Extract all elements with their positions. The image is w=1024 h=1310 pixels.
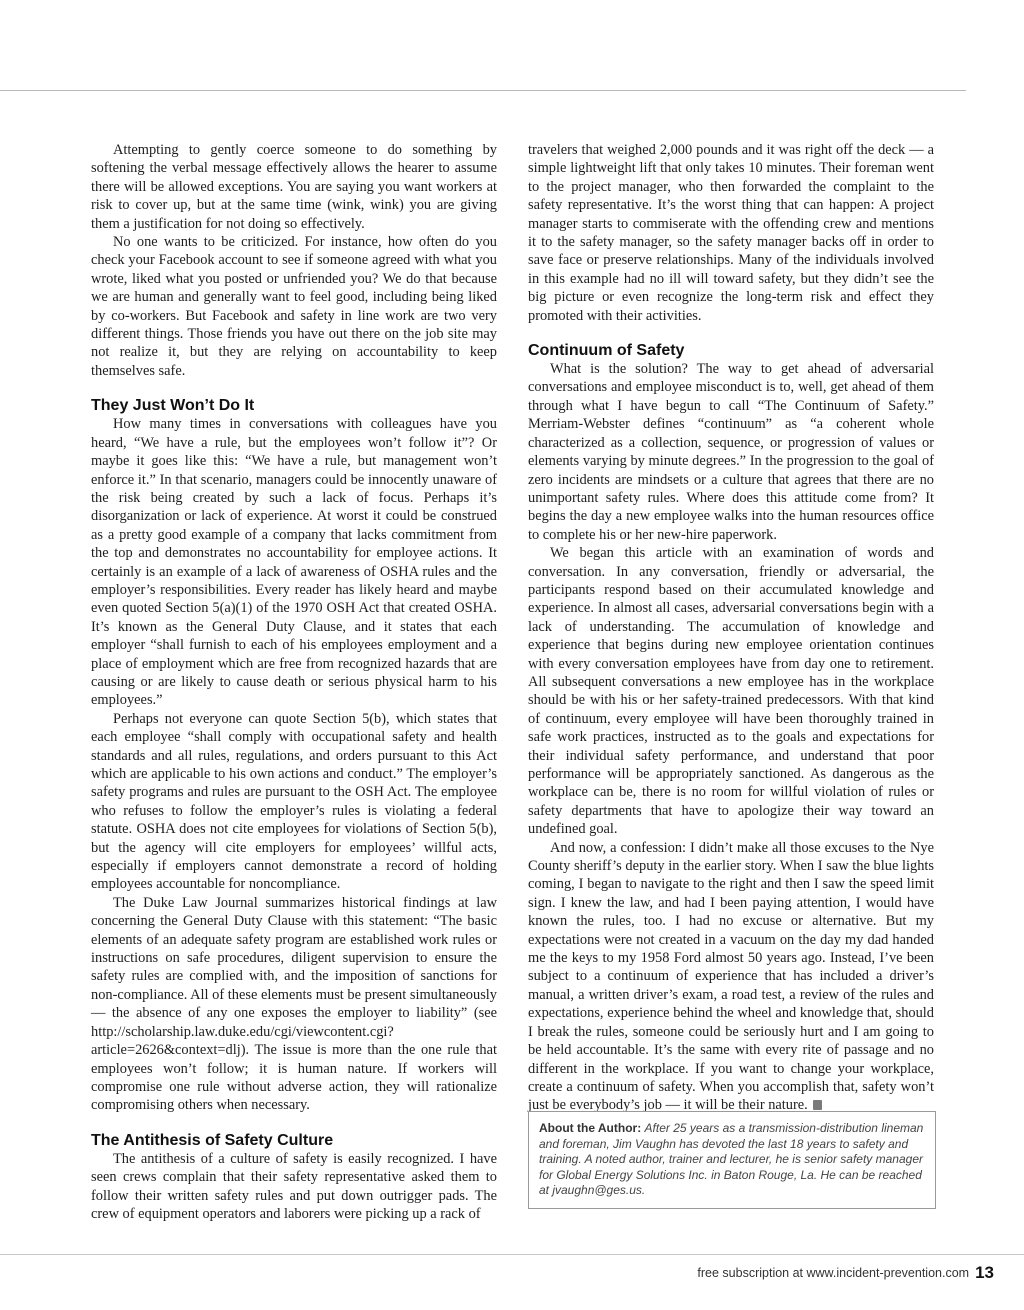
- author-box-label: About the Author:: [539, 1121, 642, 1135]
- page-footer: [697, 1263, 994, 1283]
- paragraph: We began this article with an examination of words and conversation. In any conversation, friendly or adversarial, the participants respond based on their accumulated knowledge and experience. In almost all cases, adversarial conversations begin with a lack of understanding. The accumulation of knowledge and experience that begins during new employee orientation continues with every conversation employees have from day one to retirement. All subsequent conversations a new employee has in the workplace should be with his or her safety-trained predecessors. With that kind of continuum, every employee will have been thoroughly trained in safe work practices, instructed as to the goals and expectations for their individual safety performance, and understand that poor performance will be appropriately sanctioned. As dangerous as the workplace can be, there is no room for willful violation of rules or safety departments that have to apologize their way toward an undefined goal.: [528, 545, 934, 838]
- section-heading: They Just Won’t Do It: [91, 397, 255, 415]
- paragraph: How many times in conversations with colleagues have you heard, “We have a rule, but the employees won’t follow it”? Or maybe it goes like this: “We have a rule, but management won’t enforce it.” In that scenario, managers could be innocently unaware of the risk being created by such a lack of focus. Perhaps it’s disorganization or lack of experience. At worst it could be construed as a pretty good example of a company that lacks commitment from the top and demonstrates no accountability for employee actions. It certainly is an example of a lack of awareness of OSHA rules and the employer’s responsibilities. Every reader has likely heard and maybe even quoted Section 5(a)(1) of the 1970 OSH Act that created OSHA. It’s known as the General Duty Clause, and it states that each employer “shall furnish to each of his employees employment and a place of employment which are free from recognized hazards that are causing or are likely to cause death or serious physical harm to his employees.”: [91, 416, 497, 709]
- paragraph: Attempting to gently coerce someone to do something by softening the verbal message effectively allows the hearer to assume there will be allowed exceptions. You are saying you want workers at risk to cover up, but at the same time (wink, wink) you are giving them a justification for not doing so effectively.: [91, 142, 497, 232]
- top-rule: [0, 90, 966, 91]
- bottom-rule: [0, 1254, 1024, 1255]
- paragraph: [528, 839, 934, 1115]
- end-of-article-icon: [813, 1100, 822, 1110]
- about-the-author-box: [528, 1111, 936, 1209]
- paragraph: What is the solution? The way to get ahead of adversarial conversations and employee misconduct is to, well, get ahead of them through what I have begun to call “The Continuum of Safety.” Merriam-Webster defines “continuum” as “a coherent whole characterized as a collection, sequence, or progression of values or elements varying by minute degrees.” In the progression to the goal of zero incidents are mindsets or a culture that agrees that there are no unimportant safety rules. Where does this attitude come from? It begins the day a new employee walks into the human resources office to complete his or her new-hire paperwork.: [528, 361, 934, 543]
- article-column-left: [91, 141, 497, 1223]
- paragraph-text: And now, a confession: I didn’t make all those excuses to the Nye County sheriff’s deputy in the earlier story. When I saw the blue lights coming, I began to navigate to the right and then I saw the speed limit sign. I knew the law, and had I been paying attention, I would have known the rules, too. I had no excuse or alternative. But my expectations were not created in a vacuum on the day my dad handed me the keys to my 1958 Ford almost 50 years ago. Instead, I’ve been subject to a continuum of experience that has included a driver’s manual, a written driver’s exam, a road test, a review of the rules and expectations, experience behind the wheel and knowledge that, should I break the rules, someone could be seriously hurt and I am going to be held accountable. It’s the same with every rite of passage and no different in the workplace. If you want to change your workplace, create a continuum of safety. When you accomplish that, safety won’t just be everybody’s job — it will be their nature.: [528, 839, 934, 1114]
- author-bio: After 25 years as a transmission-distribution lineman and foreman, Jim Vaughn has devoted the last 18 years to safety and training. A noted author, trainer and lecturer, he is senior safety manager for Global Energy Solutions Inc. in Baton Rouge, La. He can be reached at jvaughn@ges.us.: [539, 1121, 924, 1198]
- article-column-right: [528, 141, 934, 1115]
- paragraph: The antithesis of a culture of safety is easily recognized. I have seen crews complain that their safety representative asked them to follow their written safety rules and put down outrigger pads. The crew of equipment operators and laborers were picking up a rack of: [91, 1150, 497, 1222]
- page-number: 13: [975, 1263, 994, 1282]
- paragraph: Perhaps not everyone can quote Section 5(b), which states that each employee “shall comply with occupational safety and health standards and all rules, regulations, and orders pursuant to this Act which are applicable to his own actions and conduct.” The employer’s safety programs and rules are pursuant to the OSH Act. The employee who refuses to follow the employer’s rules is violating a federal statute. OSHA does not cite employees for violations of Section 5(b), but the agency will cite employers for employees’ willful acts, especially if employers cannot demonstrate a record of holding employees accountable for noncompliance.: [91, 710, 497, 893]
- paragraph: No one wants to be criticized. For instance, how often do you check your Facebook account to see if someone agreed with what you wrote, liked what you posted or unfriended you? We do that because we are human and generally want to feel good, including being liked by co-workers. But Facebook and safety in line work are two very different things. Those friends you have out there on the job site may not realize it, but they are relying on accountability to keep themselves safe.: [91, 234, 497, 379]
- paragraph: travelers that weighed 2,000 pounds and it was right off the deck — a simple lightweight lift that only takes 10 minutes. Their foreman went to the project manager, who then forwarded the complaint to the safety representative. It’s the worst thing that can happen: A project manager starts to commiserate with the offending crew and mentions it to the safety manager, so the safety manager backs off in order to save face or preserve relationships. Many of the individuals involved in this example had no ill will toward safety, but they didn’t see the big picture or even recognize the long-term risk and effect they promoted with their activities.: [528, 142, 934, 324]
- subscription-link[interactable]: free subscription at www.incident-prevention.com: [697, 1266, 970, 1280]
- paragraph: The Duke Law Journal summarizes historical findings at law concerning the General Duty Clause with this statement: “The basic elements of an adequate safety program are established work rules or instructions on safe procedures, diligent supervision to ensure the safety rules are complied with, and the imposition of sanctions for non-compliance. All of these elements must be present simultaneously — the absence of any one exposes the employer to liability” (see http://scholarship.law.duke.edu/cgi/viewcontent.cgi?article=2626&context=dlj). The issue is more than the one rule that employees won’t follow; it is human nature. If workers will compromise one rule without adverse action, they will rationalize compromising others when necessary.: [91, 894, 497, 1114]
- section-heading: Continuum of Safety: [528, 342, 685, 360]
- section-heading: The Antithesis of Safety Culture: [91, 1131, 334, 1149]
